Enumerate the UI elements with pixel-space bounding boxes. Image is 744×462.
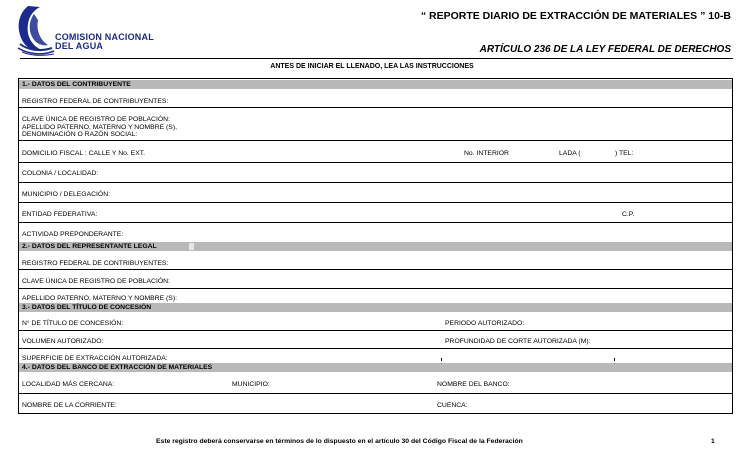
s2-curp-field[interactable]: CLAVE ÚNICA DE REGISTRO DE POBLACIÓN: bbox=[22, 278, 170, 285]
s4-basin-field[interactable]: CUENCA: bbox=[437, 402, 468, 409]
form-table bbox=[18, 78, 733, 414]
agency-name-line1: COMISION NACIONAL bbox=[55, 32, 154, 42]
section-4-title: 4.- DATOS DEL BANCO DE EXTRACCIÓN DE MATERIALES bbox=[22, 364, 213, 371]
section-4-header bbox=[19, 363, 732, 372]
instructions-note: ANTES DE INICIAR EL LLENADO, LEA LAS INSTRUCCIONES bbox=[270, 63, 474, 70]
row-divider bbox=[19, 162, 732, 163]
row-divider bbox=[19, 140, 732, 141]
s1-activity-field[interactable]: ACTIVIDAD PREPONDERANTE: bbox=[22, 231, 124, 238]
section-3-header bbox=[19, 303, 732, 312]
s1-interior-field[interactable]: No. INTERIOR bbox=[464, 150, 509, 157]
s1-rfc-field[interactable]: REGISTRO FEDERAL DE CONTRIBUYENTES: bbox=[22, 98, 169, 105]
agency-name-line2: DEL AGUA bbox=[55, 41, 104, 51]
row-divider bbox=[19, 202, 732, 203]
s1-phone-field[interactable]: ) TEL: bbox=[615, 150, 634, 157]
s4-locality-field[interactable]: LOCALIDAD MÁS CERCANA: bbox=[22, 381, 115, 388]
s1-business-name-field[interactable]: DENOMINACIÓN O RAZÓN SOCIAL: bbox=[22, 131, 138, 138]
s1-curp-field[interactable]: CLAVE ÚNICA DE REGISTRO DE POBLACIÓN: bbox=[22, 116, 170, 123]
report-title: “ REPORTE DIARIO DE EXTRACCIÓN DE MATERIALES ” 10-B bbox=[420, 10, 731, 22]
s1-lada-field[interactable]: LADA ( bbox=[559, 150, 581, 157]
s1-name-field[interactable]: APELLIDO PATERNO, MATERNO Y NOMBRE (S), bbox=[22, 124, 177, 131]
s1-colonia-field[interactable]: COLONIA / LOCALIDAD: bbox=[22, 170, 99, 177]
section-2-header bbox=[19, 242, 732, 251]
row-divider bbox=[19, 107, 732, 108]
section-1-header bbox=[19, 80, 732, 89]
agency-logo bbox=[14, 4, 174, 56]
s3-volume-field[interactable]: VOLUMEN AUTORIZADO: bbox=[22, 338, 104, 345]
section-2-title: 2.- DATOS DEL REPRESENTANTE LEGAL bbox=[22, 243, 157, 250]
tick-mark bbox=[614, 358, 615, 361]
s1-state-field[interactable]: ENTIDAD FEDERATIVA: bbox=[22, 211, 98, 218]
agency-name bbox=[55, 33, 154, 51]
s3-title-number-field[interactable]: N° DE TÍTULO DE CONCESIÓN: bbox=[22, 320, 124, 327]
row-divider bbox=[19, 330, 732, 331]
header-notch bbox=[189, 243, 194, 250]
tick-mark bbox=[441, 358, 442, 361]
row-divider bbox=[19, 393, 732, 394]
header-divider bbox=[20, 58, 733, 59]
row-divider bbox=[19, 288, 732, 289]
s3-period-field[interactable]: PERIODO AUTORIZADO: bbox=[445, 320, 525, 327]
row-divider bbox=[19, 269, 732, 270]
row-divider bbox=[19, 348, 732, 349]
s2-name-field[interactable]: APELLIDO PATERNO, MATERNO Y NOMBRE (S): bbox=[22, 295, 177, 302]
row-divider bbox=[19, 182, 732, 183]
s4-municipio-field[interactable]: MUNICIPIO: bbox=[232, 381, 270, 388]
section-3-title: 3.- DATOS DEL TÍTULO DE CONCESIÓN bbox=[22, 304, 152, 311]
section-1-title: 1.- DATOS DEL CONTRIBUYENTE bbox=[22, 81, 131, 88]
s1-municipio-field[interactable]: MUNICIPIO / DELEGACIÓN: bbox=[22, 191, 110, 198]
s1-postal-code-field[interactable]: C.P. bbox=[622, 211, 635, 218]
s4-bank-name-field[interactable]: NOMBRE DEL BANCO: bbox=[437, 381, 510, 388]
article-reference: ARTÍCULO 236 DE LA LEY FEDERAL DE DERECHOS bbox=[479, 44, 731, 55]
s2-rfc-field[interactable]: REGISTRO FEDERAL DE CONTRIBUYENTES: bbox=[22, 260, 169, 267]
s1-address-field[interactable]: DOMICILIO FISCAL : CALLE Y No. EXT. bbox=[22, 150, 146, 157]
s3-depth-field[interactable]: PROFUNDIDAD DE CORTE AUTORIZADA (M): bbox=[445, 338, 591, 345]
page-number: 1 bbox=[711, 438, 715, 445]
row-divider bbox=[19, 222, 732, 223]
footer-note: Este registro deberá conservarse en términos de lo dispuesto en el artículo 30 del Código Fiscal de la Federación bbox=[156, 438, 523, 445]
s4-stream-name-field[interactable]: NOMBRE DE LA CORRIENTE: bbox=[22, 402, 117, 409]
s3-surface-field[interactable]: SUPERFICIE DE EXTRACCIÓN AUTORIZADA: bbox=[22, 355, 168, 362]
